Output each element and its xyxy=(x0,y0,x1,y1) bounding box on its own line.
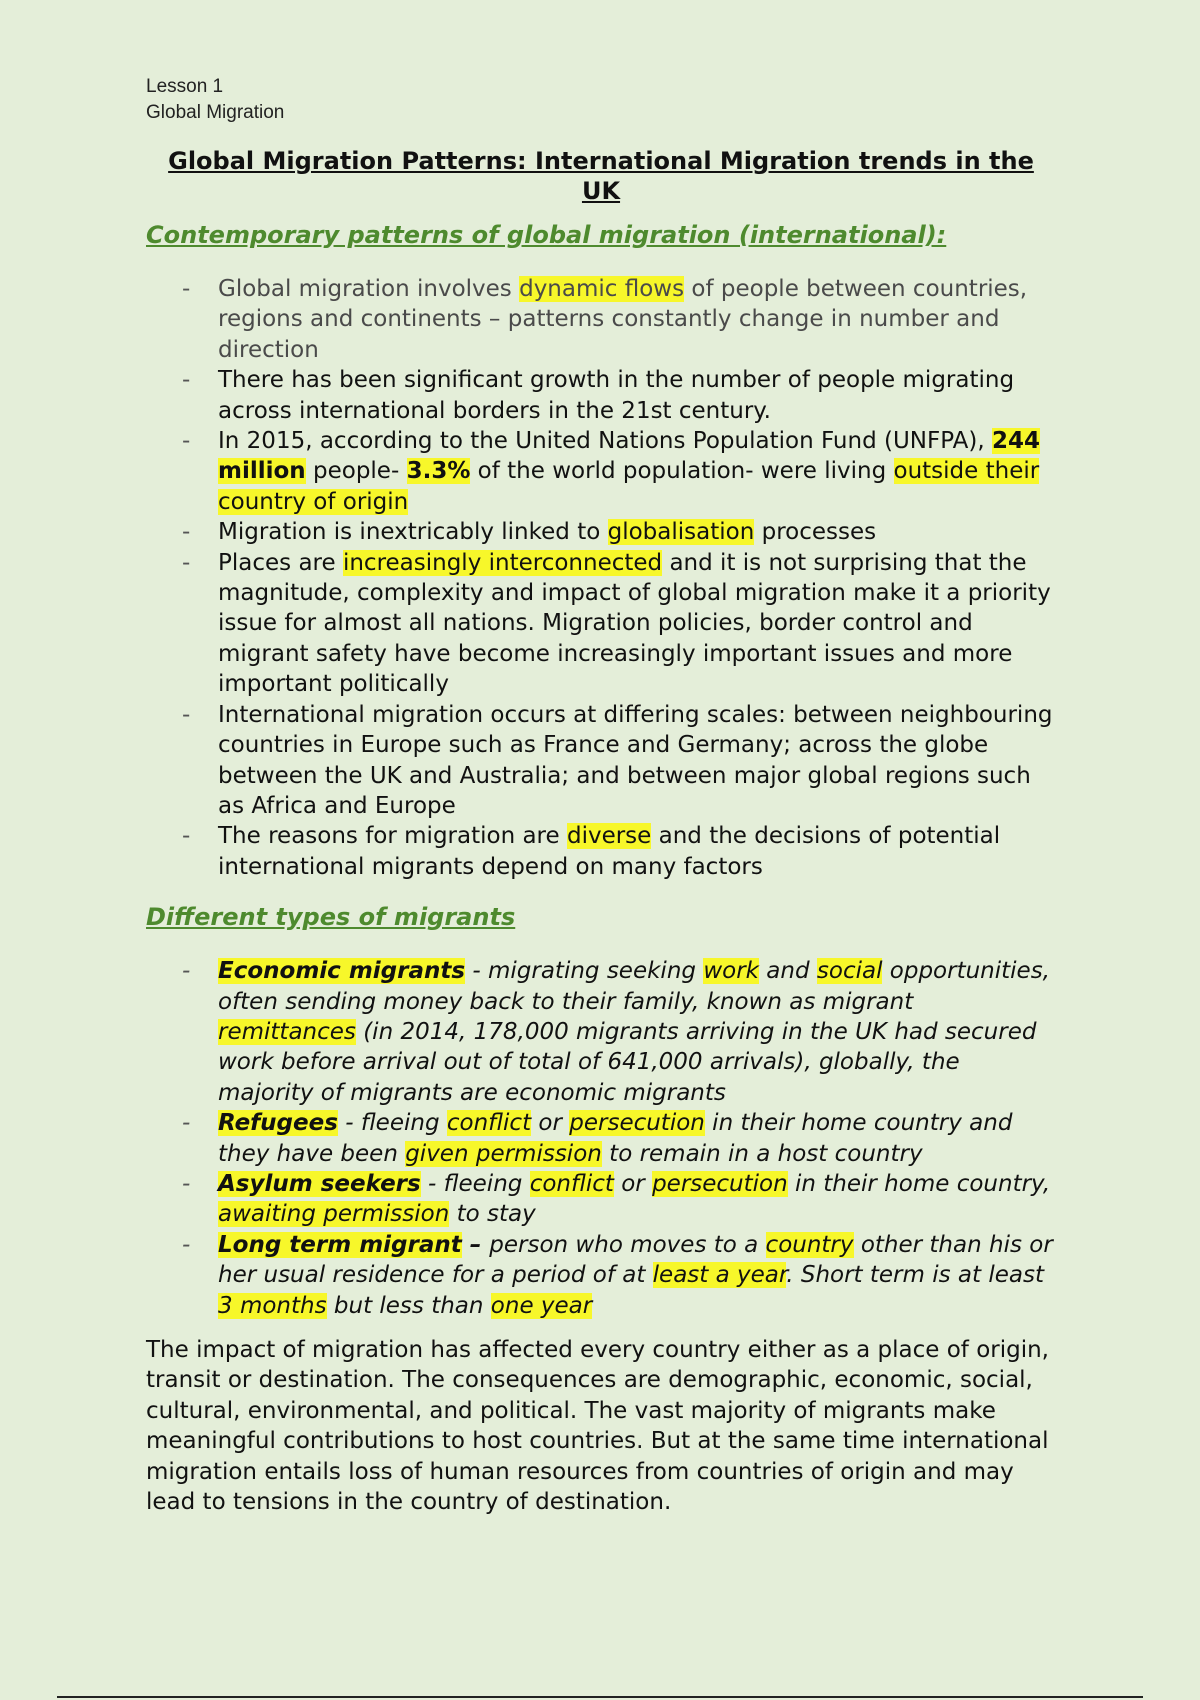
text-run: There has been significant growth in the number of people migrating across international borders in the 21st century. xyxy=(218,367,1015,424)
bullet-dash: - xyxy=(182,276,191,302)
list-item xyxy=(146,700,1056,822)
list-item xyxy=(146,426,1056,517)
highlighted-text: diverse xyxy=(566,823,652,850)
list-item xyxy=(146,548,1056,700)
list-item xyxy=(146,1169,1056,1230)
bullet-dash: - xyxy=(182,1170,191,1197)
highlighted-text: one year xyxy=(490,1292,593,1319)
text-run: (in 2014, 178,000 migrants arriving in the UK had secured work before arrival out of total of 641,000 arrivals), globally, the majority of migrants are economic migrants xyxy=(218,1018,1037,1106)
bullet-dash: - xyxy=(182,1110,191,1137)
highlighted-text: conflict xyxy=(529,1170,614,1197)
term-long-term-migrant: Long term migrant xyxy=(218,1231,462,1258)
bullet-dash: - xyxy=(182,519,191,546)
highlighted-bold-text: 3.3% xyxy=(406,458,471,485)
text-run: - fleeing xyxy=(420,1170,530,1197)
migrant-types-list xyxy=(146,956,1056,1321)
text-run: but less than xyxy=(326,1292,491,1319)
list-item xyxy=(146,1230,1056,1321)
topic-label: Global Migration xyxy=(146,102,285,123)
text-run: The reasons for migration are xyxy=(218,823,567,850)
list-item xyxy=(146,274,1056,365)
closing-paragraph: The impact of migration has affected every country either as a place of origin, transit or destination. The consequences are demographic, economic, social, cultural, environmental, and political. The vast majority of migrants make meaningful contributions to host countries. But at the same time international migration entails loss of human resources from countries of origin and may lead to tensions in the country of destination. xyxy=(146,1337,1049,1516)
list-item xyxy=(146,517,1056,547)
highlighted-text: social xyxy=(816,958,883,985)
text-run: processes xyxy=(754,519,877,546)
document-page xyxy=(146,74,1056,1540)
bullet-dash: - xyxy=(182,1231,191,1258)
text-run: Migration is inextricably linked to xyxy=(218,519,608,546)
highlighted-text: persecution xyxy=(569,1110,705,1137)
text-run: or xyxy=(531,1110,570,1137)
list-item xyxy=(146,956,1056,1108)
text-run: person who moves to a xyxy=(489,1231,766,1258)
highlighted-text: country xyxy=(765,1231,854,1258)
highlighted-text: awaiting permission xyxy=(218,1201,450,1228)
bullet-dash: - xyxy=(182,549,191,576)
highlighted-text: given permission xyxy=(405,1140,602,1167)
text-run: of people between countries, regions and continents – patterns constantly change in number and direction xyxy=(218,276,1028,363)
list-item xyxy=(146,821,1056,882)
highlighted-text: globalisation xyxy=(607,519,755,546)
text-run: people- xyxy=(305,458,407,485)
highlighted-text: work xyxy=(703,958,759,985)
text-run: and xyxy=(758,958,817,985)
bullet-dash: - xyxy=(182,958,191,985)
bullet-dash: - xyxy=(182,367,191,394)
contemporary-patterns-list xyxy=(146,274,1056,882)
section-heading-contemporary-patterns: Contemporary patterns of global migration (international): xyxy=(146,221,947,249)
text-run: Places are xyxy=(218,549,343,576)
bullet-dash: - xyxy=(182,701,191,728)
term-asylum-seekers: Asylum seekers xyxy=(218,1170,421,1197)
list-item xyxy=(146,1108,1056,1169)
term-economic-migrants: Economic migrants xyxy=(218,958,466,985)
text-run: to remain in a host country xyxy=(601,1140,923,1167)
highlighted-text: conflict xyxy=(446,1110,532,1137)
highlighted-text: increasingly interconnected xyxy=(342,549,663,576)
text-run: . Short term is at least xyxy=(786,1262,1044,1289)
text-run: In 2015, according to the United Nations Population Fund (UNFPA), xyxy=(218,428,992,455)
text-run: or xyxy=(613,1170,653,1197)
text-run: - migrating seeking xyxy=(465,958,704,985)
highlighted-text: persecution xyxy=(652,1170,788,1197)
highlighted-bold-text: 244 million xyxy=(218,428,1040,485)
text-run: Global migration involves xyxy=(218,276,520,302)
list-item xyxy=(146,365,1056,426)
text-run: – xyxy=(461,1231,490,1258)
term-refugees: Refugees xyxy=(218,1110,338,1137)
text-run: in their home country and they have been xyxy=(218,1110,1013,1167)
highlighted-text: dynamic flows xyxy=(519,276,685,302)
lesson-label: Lesson 1 xyxy=(146,76,224,97)
text-run: International migration occurs at differing scales: between neighbouring countries in Europe such as France and Germany; across the globe between the UK and Australia; and between major global regions such as Africa and Europe xyxy=(218,701,1053,819)
document-title: Global Migration Patterns: International Migration trends in the UK xyxy=(168,147,1034,205)
text-run: and it is not surprising that the magnitude, complexity and impact of global migration make it a priority issue for almost all nations. Migration policies, border control and migrant safety have become increasingly important issues and more important politically xyxy=(218,549,1051,698)
text-run: in their home country, xyxy=(787,1170,1051,1197)
bullet-dash: - xyxy=(182,428,191,455)
section-heading-types-of-migrants: Different types of migrants xyxy=(146,903,516,932)
footer-divider xyxy=(57,1696,1143,1698)
text-run: of the world population- were living xyxy=(470,458,894,485)
text-run: other than his or her usual residence for a period of at xyxy=(218,1231,1053,1289)
highlighted-text: least a year xyxy=(652,1262,787,1289)
highlighted-text: remittances xyxy=(218,1018,356,1045)
bullet-dash: - xyxy=(182,823,191,850)
highlighted-text: outside their country of origin xyxy=(218,458,1040,515)
text-run: to stay xyxy=(449,1201,536,1228)
highlighted-text: 3 months xyxy=(218,1292,327,1319)
text-run: opportunities, often sending money back to their family, known as migrant xyxy=(218,958,1050,1015)
text-run: and the decisions of potential international migrants depend on many factors xyxy=(218,823,1001,880)
text-run: - fleeing xyxy=(337,1110,447,1137)
